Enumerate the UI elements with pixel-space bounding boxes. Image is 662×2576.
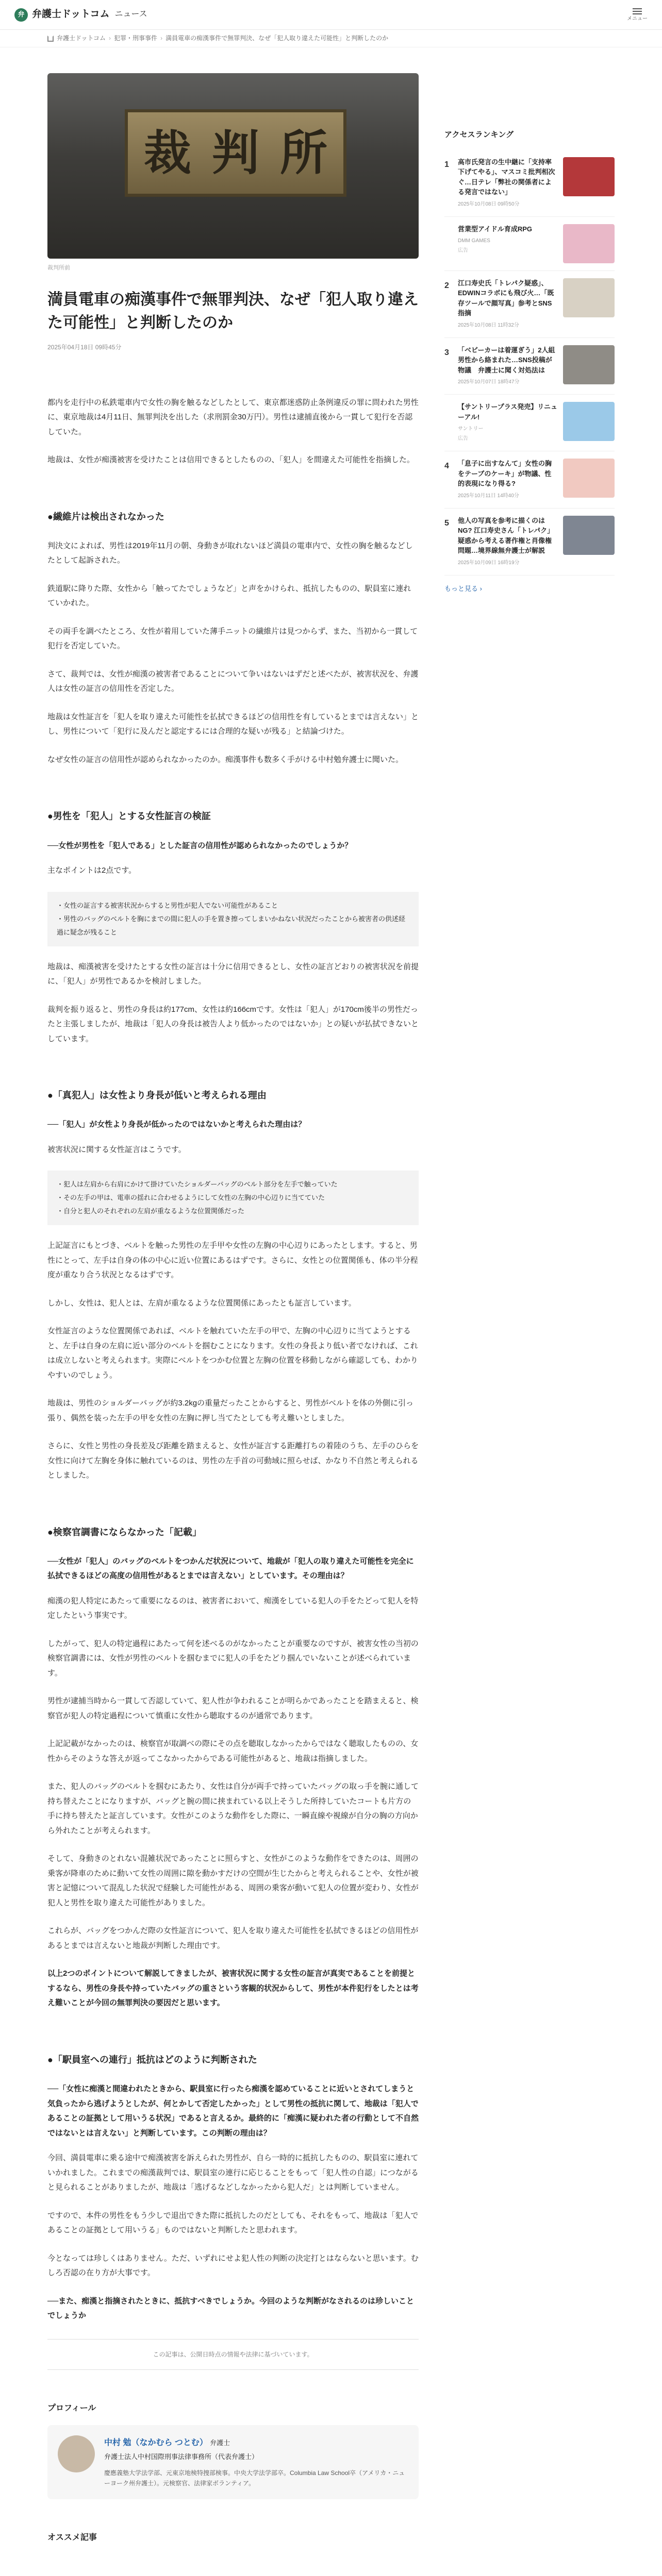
quote-box: [47, 892, 419, 946]
article: [47, 73, 419, 2546]
section-heading: ●「真犯人」は女性より身長が低いと考えられる理由: [47, 1090, 267, 1101]
ad-label: 広告: [458, 436, 468, 442]
rank-number: 1: [444, 160, 449, 169]
quote-line: ・犯人は左肩から右肩にかけて掛けていたショルダーバッグのベルト部分を左手で触っていた: [57, 1180, 338, 1189]
ranking-thumbnail: [563, 278, 615, 317]
ranking-body: [458, 278, 558, 330]
paragraph: 地裁は、痴漢被害を受けたとする女性の証言は十分に信用できるとし、女性の証言どおりの被害状況を前提に、「犯人」が男性であるかを検討しました。: [47, 962, 419, 986]
rank-number: [444, 224, 453, 263]
ranking-item[interactable]: [444, 150, 615, 217]
ad-label: 広告: [458, 248, 468, 253]
ranking-title[interactable]: 「息子に出すなんて」女性の胸をテーブのケーキ」が物議、性的表現になり得る?: [458, 460, 552, 487]
paragraph: 主なポイントは2点です。: [47, 866, 137, 875]
menu-label: メニュー: [627, 15, 648, 22]
ranking-date: 2025年10月09日 16時19分: [458, 560, 520, 566]
paragraph: そして、身動きのとれない混雑状況であったことに照らすと、女性がこのような動作をできたのは、周囲の乗客が降車のために動いて女性の周囲に隙を動かすだけの空間が生じたからと考えられることや、女性が被害と記憶について混乱した状況で経験した可能性がある、周囲の乗客が動いて犯人の位置が変わり、女性が犯人と男性を取り違えた可能性がありました。: [47, 1854, 419, 1907]
quote-line: ・自分と犯人のそれぞれの左肩が重なるような位置関係だった: [57, 1207, 245, 1215]
hamburger-icon: [633, 8, 642, 14]
recommend-heading: オススメ記事: [47, 2533, 97, 2542]
menu-button[interactable]: [627, 8, 648, 22]
quote-line: ・その左手の甲は、電車の揺れに合わせるようにして女性の左胸の中心辺りに当てていた: [57, 1194, 325, 1202]
article-lead: [47, 396, 419, 468]
ranking-item[interactable]: [444, 271, 615, 338]
quote-box: [47, 1171, 419, 1225]
ranking-body: [458, 402, 558, 444]
site-header: [0, 0, 662, 30]
lawyer-bio: 慶應義塾大学法学部、元東京地検特捜部検事。中央大学法学部卒。Columbia Law School卒（アメリカ・ニューヨーク州弁護士）。元検察官、法律家ボランティア。: [104, 2469, 405, 2487]
paragraph: しかし、女性は、犯人とは、左肩が重なるような位置関係にあったとも証言しています。: [47, 1298, 356, 1308]
ranking-item[interactable]: [444, 395, 615, 451]
ranking-title[interactable]: 他人の写真を参考に描くのはNG? 江口寿史さん「トレパク」疑惑から考える著作権と肖像権問題…境界線無弁護士が解説: [458, 516, 554, 554]
paragraph: さて、裁判では、女性が痴漢の被害者であることについて争いはないはずだと述べたが、被害状況を、弁護人は女性の証言の信用性を否定した。: [47, 669, 419, 693]
home-icon: [47, 36, 54, 42]
paragraph: 地裁は、男性のショルダーバッグが約3.2kgの重量だったことからすると、男性がベルトを体の外側に引っ張り、偶然を装った左手の甲を女性の左胸に押し当てたとしても考え難いとしました。: [47, 1399, 414, 1422]
logo-icon: 弁: [14, 8, 28, 22]
more-link[interactable]: もっと見る ›: [444, 584, 482, 592]
paragraph: 裁判を振り返ると、男性の身長は約177cm、女性は約166cmです。女性は「犯人」が170cm後半の男性だったと主張しましたが、地裁は「犯人の身長は被告人より低かったのではないか」との疑いが払拭できないとしています。: [47, 1005, 419, 1043]
breadcrumb-separator: ›: [109, 35, 111, 42]
ranking-body: [458, 345, 558, 387]
article-body: [47, 508, 419, 2324]
section-heading: ●検察官調書にならなかった「記載」: [47, 1527, 202, 1537]
ranking-date: 2025年10月11日 14時40分: [458, 493, 519, 499]
ranking-list: [444, 150, 615, 575]
paragraph: 痴漢の犯人特定にあたって重要になるのは、被害者において、痴漢をしている犯人の手をたどって犯人を特定したという事実です。: [47, 1596, 419, 1620]
ranking-item[interactable]: [444, 338, 615, 395]
paragraph: また、犯人のバッグのベルトを掴むにあたり、女性は自分が両手で持っていたバッグの取っ手を腕に通して持ち替えたことになりますが、バッグと腕の間に挟まれている以上そうした所持していたコートも片方の手に持ち替えたと証言しています。女性がこのような動作をした際に、一瞬直線や視線が自分の胸の方向から外れたことが考えられます。: [47, 1782, 419, 1835]
plaque-char: 所: [280, 125, 328, 181]
avatar: [58, 2435, 95, 2472]
paragraph: 今回、満員電車に乗る途中で痴漢被害を訴えられた男性が、自ら一時的に抵抗したものの、駅員室に連れていかれました。これまでの痴漢裁判では、駅員室の連行に応じることをもって「犯人性の自認」につながると見られることがありましたが、地裁は「逃げるなどしなかったから犯人だ」とは判断していません。: [47, 2154, 419, 2192]
rank-number: 3: [444, 348, 449, 357]
quote-line: ・女性の証言する被害状況からすると男性が犯人でない可能性があること: [57, 901, 278, 909]
paragraph: したがって、犯人の特定過程にあたって何を述べるのがなかったことが重要なのですが、被害女性の当初の検察官調書には、女性が男性のベルトを掴むまでに犯人の手をたどり掴んでいないことが述べられています。: [47, 1639, 419, 1677]
paragraph: 判決文によれば、男性は2019年11月の朝、身動きが取れないほど満員の電車内で、女性の胸を触るなどしたとして起訴された。: [47, 541, 413, 565]
profile-card[interactable]: [47, 2425, 419, 2499]
section-heading: ●男性を「犯人」とする女性証言の検証: [47, 811, 211, 822]
ranking-body: [458, 516, 558, 568]
quote-line: ・男性のバッグのベルトを胸にまでの間に犯人の手を置き擦ってしまいかねない状況だったことから被害者の供述経過に疑念が残ること: [57, 914, 406, 936]
site-logo[interactable]: [14, 5, 147, 24]
sidebar: [444, 73, 615, 2546]
lawyer-name[interactable]: 中村 勉（なかむら つとむ）: [104, 2438, 208, 2447]
breadcrumb-category[interactable]: 犯罪・刑事事件: [114, 35, 158, 42]
logo-text: 弁護士ドットコム: [32, 9, 110, 20]
rank-number: 2: [444, 281, 449, 290]
paragraph: さらに、女性と男性の身長差及び距離を踏まえると、女性が証言する距離打ちの着陸のうち、左手のひらを女性に向けて左胸を身体に触れているのは、男性の左手首の可動域に照らせば、かなり不自然と考えられるとしました。: [47, 1442, 419, 1480]
paragraph: これらが、バッグをつかんだ際の女性証言について、犯人を取り違えた可能性を払拭できるほどの信用性があるとまでは言えないと地裁が判断した理由です。: [47, 1926, 419, 1950]
ranking-title[interactable]: 営業型アイドル育成RPG: [458, 225, 533, 233]
ranking-item[interactable]: [444, 217, 615, 271]
paragraph: なぜ女性の証言の信用性が認められなかったのか。痴漢事件も数多く手がける中村勉弁護士に聞いた。: [47, 755, 404, 764]
article-date: 2025年04月18日 09時45分: [47, 343, 122, 351]
lawyer-suffix: 弁護士: [210, 2438, 230, 2447]
breadcrumb-separator: ›: [160, 35, 163, 42]
lawyer-office: 弁護士法人中村国際刑事法律事務所（代表弁護士）: [104, 2453, 259, 2461]
breadcrumb-home[interactable]: 弁護士ドットコム: [57, 35, 106, 42]
ranking-date: 2025年10月07日 18時47分: [458, 379, 520, 385]
ranking-date: 2025年10月08日 09時50分: [458, 201, 520, 207]
ranking-thumbnail: [563, 516, 615, 555]
paragraph: ですので、本件の男性をもう少しで退出できた際に抵抗したのだとしても、それをもって、地裁は「犯人であることの証拠として用いうる」ものではないと判断したと思われます。: [47, 2211, 419, 2235]
paragraph: 地裁は女性証言を「犯人を取り違えた可能性を払拭できるほどの信用性を有しているとまでは言えない」とし、男性について「犯行に及んだと認定するには合理的な疑いが残る」と結論づけた。: [47, 712, 419, 736]
ranking-body: [458, 157, 558, 209]
ranking-thumbnail: [563, 157, 615, 196]
section-heading: ●繊維片は検出されなかった: [47, 511, 164, 522]
ranking-date: DMM GAMES: [458, 238, 490, 244]
plaque-char: 判: [211, 125, 259, 181]
ranking-thumbnail: [563, 402, 615, 441]
article-title: 満員電車の痴漢事件で無罪判決、なぜ「犯人取り違えた可能性」と判断したのか: [47, 291, 419, 331]
plaque-char: 裁: [143, 125, 191, 181]
interview-question: ──女性が「犯人」のバッグのベルトをつかんだ状況について、地裁が「犯人の取り違えた可能性を完全に払拭できるほどの高度の信用性があるとまでは言えない」としています。その理由は？: [47, 1556, 414, 1581]
ranking-item[interactable]: [444, 509, 615, 575]
lead-paragraph: 都内を走行中の私鉄電車内で女性の胸を触るなどしたとして、東京都迷惑防止条例違反の罪に問われた男性に、東京地裁は4月11日、無罪判決を出した（求刑罰金30万円）。男性は逮捕直後から一貫して犯行を否認していた。: [47, 398, 419, 436]
rank-number: 4: [444, 462, 449, 470]
interview-question: ──「犯人」が女性より身長が低かったのではないかと考えられた理由は？: [47, 1120, 306, 1129]
section-heading: ●「駅員室への連行」抵抗はどのように判断された: [47, 2054, 257, 2065]
interview-question: ──「女性に痴漢と間違われたときから、駅員室に行ったら痴漢を認めていることに近いとされてしまうと気負ったから逃げようとしたが、何とかして否定したかった」として男性の抵抗に関して、地裁は「犯人であることの証拠として用いうる状況」であると言えるか。最終的に「痴漢に疑われた者の行動として不自然ではないとは言えない」と判断しています。この判断の理由は？: [47, 2084, 419, 2138]
paragraph: 上記記載がなかったのは、検察官が取調べの際にその点を聴取しなかったからではなく聴取したものの、女性からそのような答えが返ってこなかったからである可能性があると、地裁は指摘しました。: [47, 1739, 419, 1763]
breadcrumb-current: 満員電車の痴漢事件で無罪判決、なぜ「犯人取り違えた可能性」と判断したのか: [166, 35, 389, 42]
paragraph: 鉄道駅に降りた際、女性から「触ってたでしょうなど」と声をかけられ、抵抗したものの、駅員室に連れていかれた。: [47, 584, 411, 608]
paragraph: 男性が逮捕当時から一貫して否認していて、犯人性が争われることが明らかであったことを踏まえると、検察官が犯人の特定過程について慎重に女性から聴取するのが通常であります。: [47, 1697, 419, 1720]
ranking-date: 2025年10月08日 11時32分: [458, 322, 519, 328]
logo-news: ニュース: [114, 10, 147, 19]
emphasis-paragraph: 以上2つのポイントについて解説してきましたが、被害状況に関する女性の証言が真実であることを前提とするなら、男性の身長や持っていたバッグの重さという客観的状況からして、男性が本件犯行をしたとは考え難いことが今回の無罪判決の要因だと思います。: [47, 1969, 419, 2008]
interview-question: ──女性が男性を「犯人である」とした証言の信用性が認められなかったのでしょうか？: [47, 841, 353, 850]
lead-paragraph: 地裁は、女性が痴漢被害を受けたことは信用できるとしたものの、「犯人」を間違えた可能性を指摘した。: [47, 455, 415, 465]
profile-heading: プロフィール: [47, 2404, 96, 2413]
ranking-title[interactable]: 【サントリープラス発売】リニューアル!: [458, 403, 558, 421]
courthouse-plaque: [125, 109, 346, 197]
article-note: この記事は、公開日時点の情報や法律に基づいています。: [47, 2339, 419, 2370]
ranking-date: サントリー: [458, 426, 484, 432]
paragraph: 今となっては珍しくはありません。ただ、いずれにせよ犯人性の判断の決定打とはならないと思います。むしろ否認の在り方が大事です。: [47, 2253, 419, 2278]
ranking-thumbnail: [563, 459, 615, 498]
paragraph: 女性証言のような位置関係であれば、ベルトを触れていた左手の甲で、左胸の中心辺りに当てようとすると、左手は自身の左肩に近い部分のベルトを掴むことになります。女性の身長より低い者でなければ、これは成立しないと考えられます。実際にベルトをつかむ位置と左胸の位置を移動しながら確認しても、わかりやすいのでしょう。: [47, 1327, 418, 1380]
rank-number: 5: [444, 518, 449, 528]
ranking-title[interactable]: 江口寿史氏「トレパク疑惑」、EDWINコラボにも飛び火…「既存ツールで顔写真」参考とSNS指摘: [458, 279, 554, 317]
ranking-heading: アクセスランキング: [444, 130, 514, 139]
interview-question: ──また、痴漢と指摘されたときに、抵抗すべきでしょうか。今回のような判断がなされるのは珍しいことでしょうか: [47, 2296, 414, 2320]
ranking-thumbnail: [563, 345, 615, 384]
rank-number: [444, 402, 453, 444]
paragraph: その両手を調べたところ、女性が着用していた薄手ニットの繊維片は見つからず、また、当初から一貫して犯行を否定していた。: [47, 626, 418, 651]
ranking-thumbnail: [563, 224, 615, 263]
ranking-body: [458, 459, 558, 501]
ranking-title[interactable]: 高市氏発言の生中継に「支持率下げてやる」、マスコミ批判相次ぐ…日テレ「弊社の関係者による発言ではない」: [458, 158, 555, 196]
paragraph: 被害状況に関する女性証言はこうです。: [47, 1145, 186, 1154]
ranking-body: [458, 224, 558, 263]
ranking-item[interactable]: [444, 451, 615, 509]
hero-image: [47, 73, 419, 259]
breadcrumb: [0, 30, 662, 47]
paragraph: 上記証言にもとづき、ベルトを触った男性の左手甲や女性の左胸の中心辺りにあったとします。すると、男性にとって、左手は自身の体の中心に近い位置にあるはずです。さらに、女性との位置関係も、体の半分程度が重なり合う状況となるはずです。: [47, 1241, 418, 1280]
ranking-title[interactable]: 「ベビーカーは着運ぎう」2人組男性から絡まれた…SNS投稿が物議 弁護士に聞く対処法は: [458, 346, 555, 374]
image-caption: 裁判所前: [47, 265, 70, 271]
